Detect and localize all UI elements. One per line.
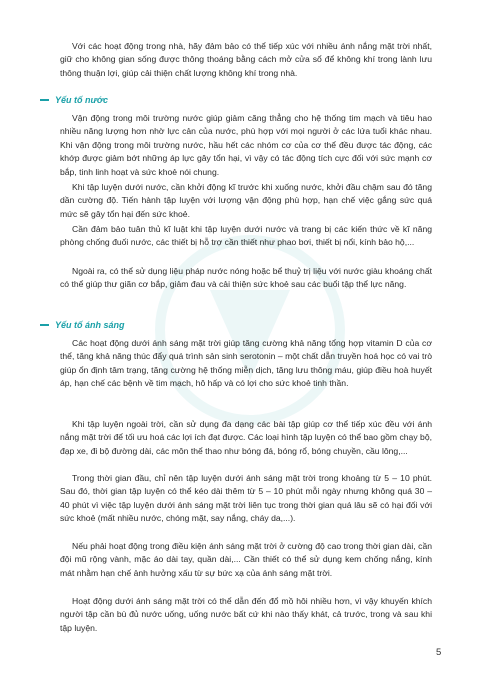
intro-paragraph: Với các hoạt động trong nhà, hãy đảm bảo có thể tiếp xúc với nhiều ánh nắng mặt trời nhất, giữ cho không gian sống được thông thoáng bằng cách mở cửa sổ để không khí trong lành lưu thông thuận lợi, giúp cải thiện chất lượng không khí trong nhà. bbox=[60, 41, 432, 78]
section-heading-water bbox=[40, 95, 108, 105]
water-paragraph-1: Vận động trong môi trường nước giúp giảm căng thẳng cho hệ thống tim mạch và tiêu hao nhiều năng lượng hơn nhờ lực cản của nước, phù hợp với mọi người ở các lứa tuổi khác nhau. Khi vận động trong môi trường nước, hầu hết các nhóm cơ của cơ thể đều được tác động, các khớp được giảm bớt những áp lực gây tổn hại, vì vậy có tác động tích cực đối với sức mạnh cơ bắp, tinh linh hoạt và sức khoẻ nói chung. bbox=[60, 113, 432, 177]
light-paragraph-2: Khi tập luyện ngoài trời, cần sử dụng đa dạng các bài tập giúp cơ thể tiếp xúc đều với ánh nắng mặt trời để tối ưu hoá các lợi ích đạt được. Các loại hình tập luyện có thể bao gồm chạy bộ, đạp xe, đi bộ đường dài, các môn thể thao như bóng đá, bóng rổ, bóng chuyền, cầu lông,... bbox=[60, 419, 432, 456]
section-title-light: Yếu tố ánh sáng bbox=[55, 320, 125, 330]
section-title-water: Yếu tố nước bbox=[55, 95, 108, 105]
dash-icon bbox=[40, 99, 49, 100]
light-paragraph-1: Các hoạt động dưới ánh sáng mặt trời giúp tăng cường khả năng tổng hợp vitamin D của cơ thể, tăng khả năng thúc đẩy quá trình sản sinh serotonin – một chất dẫn truyền hoá học có vai trò giúp ổn định tâm trạng, tăng cường hệ thống miễn dịch, tăng lưu thông máu, giúp điều hoà huyết áp, hạn chế các bệnh về tim mạch, hô hấp và có lợi cho sức khoẻ tinh thần. bbox=[60, 338, 432, 389]
dash-icon bbox=[40, 324, 49, 325]
water-paragraph-3: Cần đảm bảo tuân thủ kĩ luật khi tập luyện dưới nước và trang bị các kiến thức về kĩ năng phòng chống đuối nước, các thiết bị hỗ trợ cần thiết như phao bơi, thiết bị nổi, kính bảo hộ,... bbox=[60, 224, 432, 248]
light-paragraph-3: Trong thời gian đầu, chỉ nên tập luyện dưới ánh sáng mặt trời trong khoảng từ 5 – 10 phút. Sau đó, thời gian tập luyện có thể kéo dài thêm từ 5 – 10 phút mỗi ngày nhưng không quá 30 – 40 phút vì việc tập luyện dưới ánh sáng mặt trời liên tục trong thời gian quá lâu sẽ có hại đối với sức khoẻ (mất nhiều nước, chóng mặt, say nắng, cháy da,...). bbox=[60, 473, 432, 524]
water-paragraph-2: Khi tập luyện dưới nước, cần khởi động kĩ trước khi xuống nước, khởi đầu chậm sau đó tăng dần cường độ. Tiến hành tập luyện với lượng vận động phù hợp, hạn chế việc gắng sức quá mức sẽ gây tổn hại đến sức khoẻ. bbox=[60, 182, 432, 219]
page-number: 5 bbox=[436, 647, 442, 658]
light-paragraph-4: Nếu phải hoạt động trong điều kiện ánh sáng mặt trời ở cường độ cao trong thời gian dài, cần đội mũ rộng vành, mặc áo dài tay, quần dài,... Cần thiết có thể sử dụng kem chống nắng, kính mát nhằm hạn chế ảnh hưởng xấu từ sự bức xạ của ánh sáng mặt trời. bbox=[60, 541, 432, 578]
watermark-logo bbox=[150, 230, 350, 430]
light-paragraph-5: Hoạt động dưới ánh sáng mặt trời có thể dẫn đến đổ mồ hôi nhiều hơn, vì vậy khuyến khích người tập cần bù đủ nước uống, uống nước bất cứ khi nào thấy khát, cả trước, trong và sau khi tập luyện. bbox=[60, 596, 432, 633]
section-heading-light bbox=[40, 320, 125, 330]
water-paragraph-4: Ngoài ra, có thể sử dụng liệu pháp nước nóng hoặc bể thuỷ trị liệu với nước giàu khoáng chất có thể giúp thư giãn cơ bắp, giảm đau và cải thiện sức khoẻ sau các buổi tập thể lực năng. bbox=[60, 266, 432, 290]
